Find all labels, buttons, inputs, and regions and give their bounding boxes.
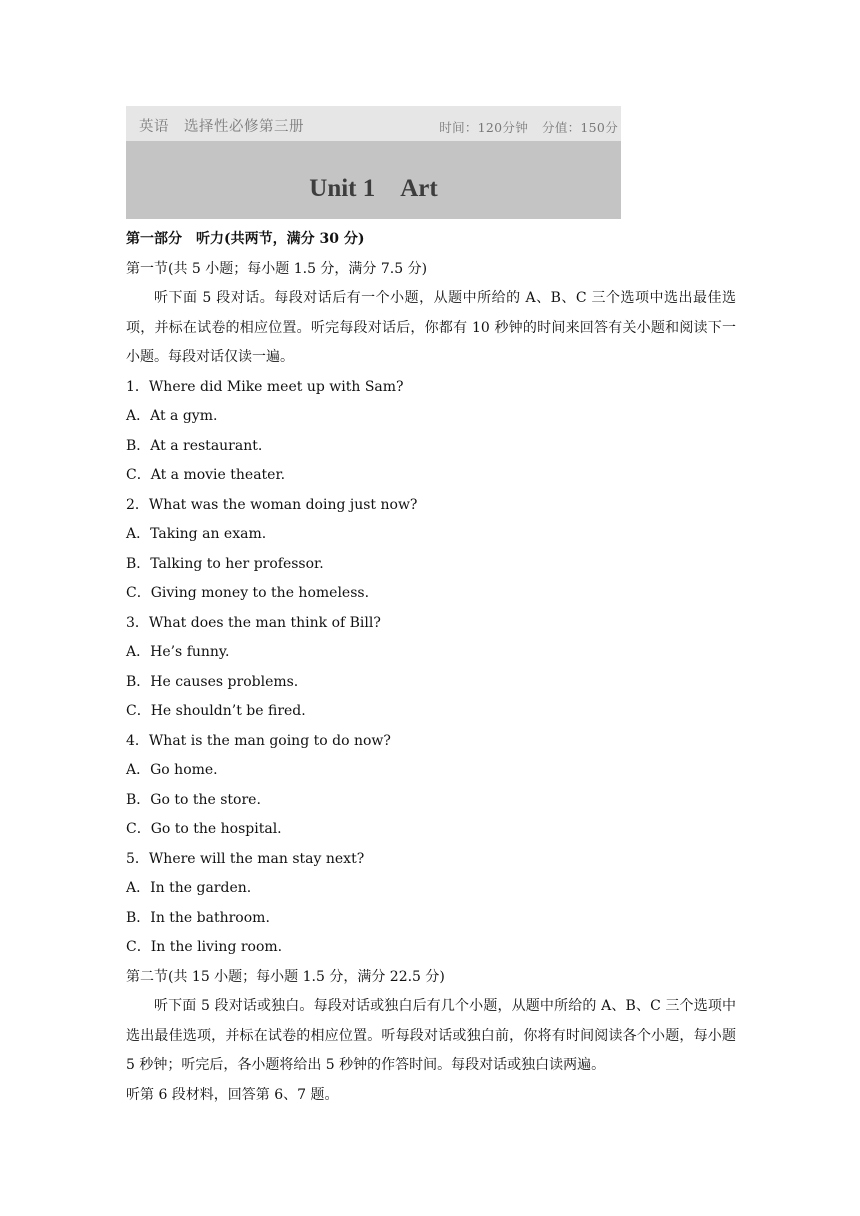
option-b: B．Talking to her professor. <box>126 555 324 572</box>
option-b: B．At a restaurant. <box>126 437 263 454</box>
question-text: 2．What was the woman doing just now? <box>126 496 418 513</box>
unit-title: Unit 1 Art <box>309 175 438 202</box>
exam-content <box>126 225 736 1110</box>
option-a: A．In the garden. <box>126 880 252 896</box>
exam-score: 分值：150分 <box>542 120 618 135</box>
question-text: 5．Where will the man stay next? <box>126 850 365 867</box>
banner-meta <box>439 118 618 136</box>
question-text: 3．What does the man think of Bill? <box>126 614 381 631</box>
unit-banner <box>126 106 621 219</box>
option-b: B．In the bathroom. <box>126 909 270 926</box>
banner-header <box>126 106 621 141</box>
option-b: B．He causes problems. <box>126 673 299 690</box>
option-a: A．At a gym. <box>126 408 218 424</box>
option-c: C．Go to the hospital. <box>126 821 282 837</box>
option-a: A．He’s funny. <box>126 644 230 660</box>
exam-time: 时间：120分钟 <box>439 120 529 135</box>
part-heading: 第一部分 听力(共两节，满分 30 分) <box>126 231 365 247</box>
banner-subject: 英语 选择性必修第三册 <box>139 119 304 135</box>
option-c: C．At a movie theater. <box>126 467 286 483</box>
banner-title-area <box>126 141 621 219</box>
option-c: C．He shouldn’t be fired. <box>126 703 306 719</box>
section-heading: 第二节(共 15 小题；每小题 1.5 分，满分 22.5 分) <box>126 968 445 985</box>
question-text: 4．What is the man going to do now? <box>126 732 391 749</box>
option-c: C．In the living room. <box>126 939 283 955</box>
section-instructions: 听下面 5 段对话或独白。每段对话或独白后有几个小题，从题中所给的 A、B、C 三个选项中选出最佳选项，并标在试卷的相应位置。听每段对话或独白前，你将有时间阅读各个小题，每小题 5 秒钟；听完后，各小题将给出 5 秒钟的作答时间。每段对话或独白读两遍。 <box>126 998 736 1073</box>
option-a: A．Go home. <box>126 762 218 778</box>
section-heading: 第一节(共 5 小题；每小题 1.5 分，满分 7.5 分) <box>126 260 428 277</box>
option-b: B．Go to the store. <box>126 791 261 808</box>
section-instructions: 听下面 5 段对话。每段对话后有一个小题，从题中所给的 A、B、C 三个选项中选出最佳选项，并标在试卷的相应位置。听完每段对话后，你都有 10 秒钟的时间来回答有关小题和阅读下一小题。每段对话仅读一遍。 <box>126 290 736 365</box>
material-note: 听第 6 段材料，回答第 6、7 题。 <box>126 1086 339 1103</box>
question-text: 1．Where did Mike meet up with Sam? <box>126 378 404 395</box>
option-a: A．Taking an exam. <box>126 526 267 542</box>
option-c: C．Giving money to the homeless. <box>126 585 370 601</box>
